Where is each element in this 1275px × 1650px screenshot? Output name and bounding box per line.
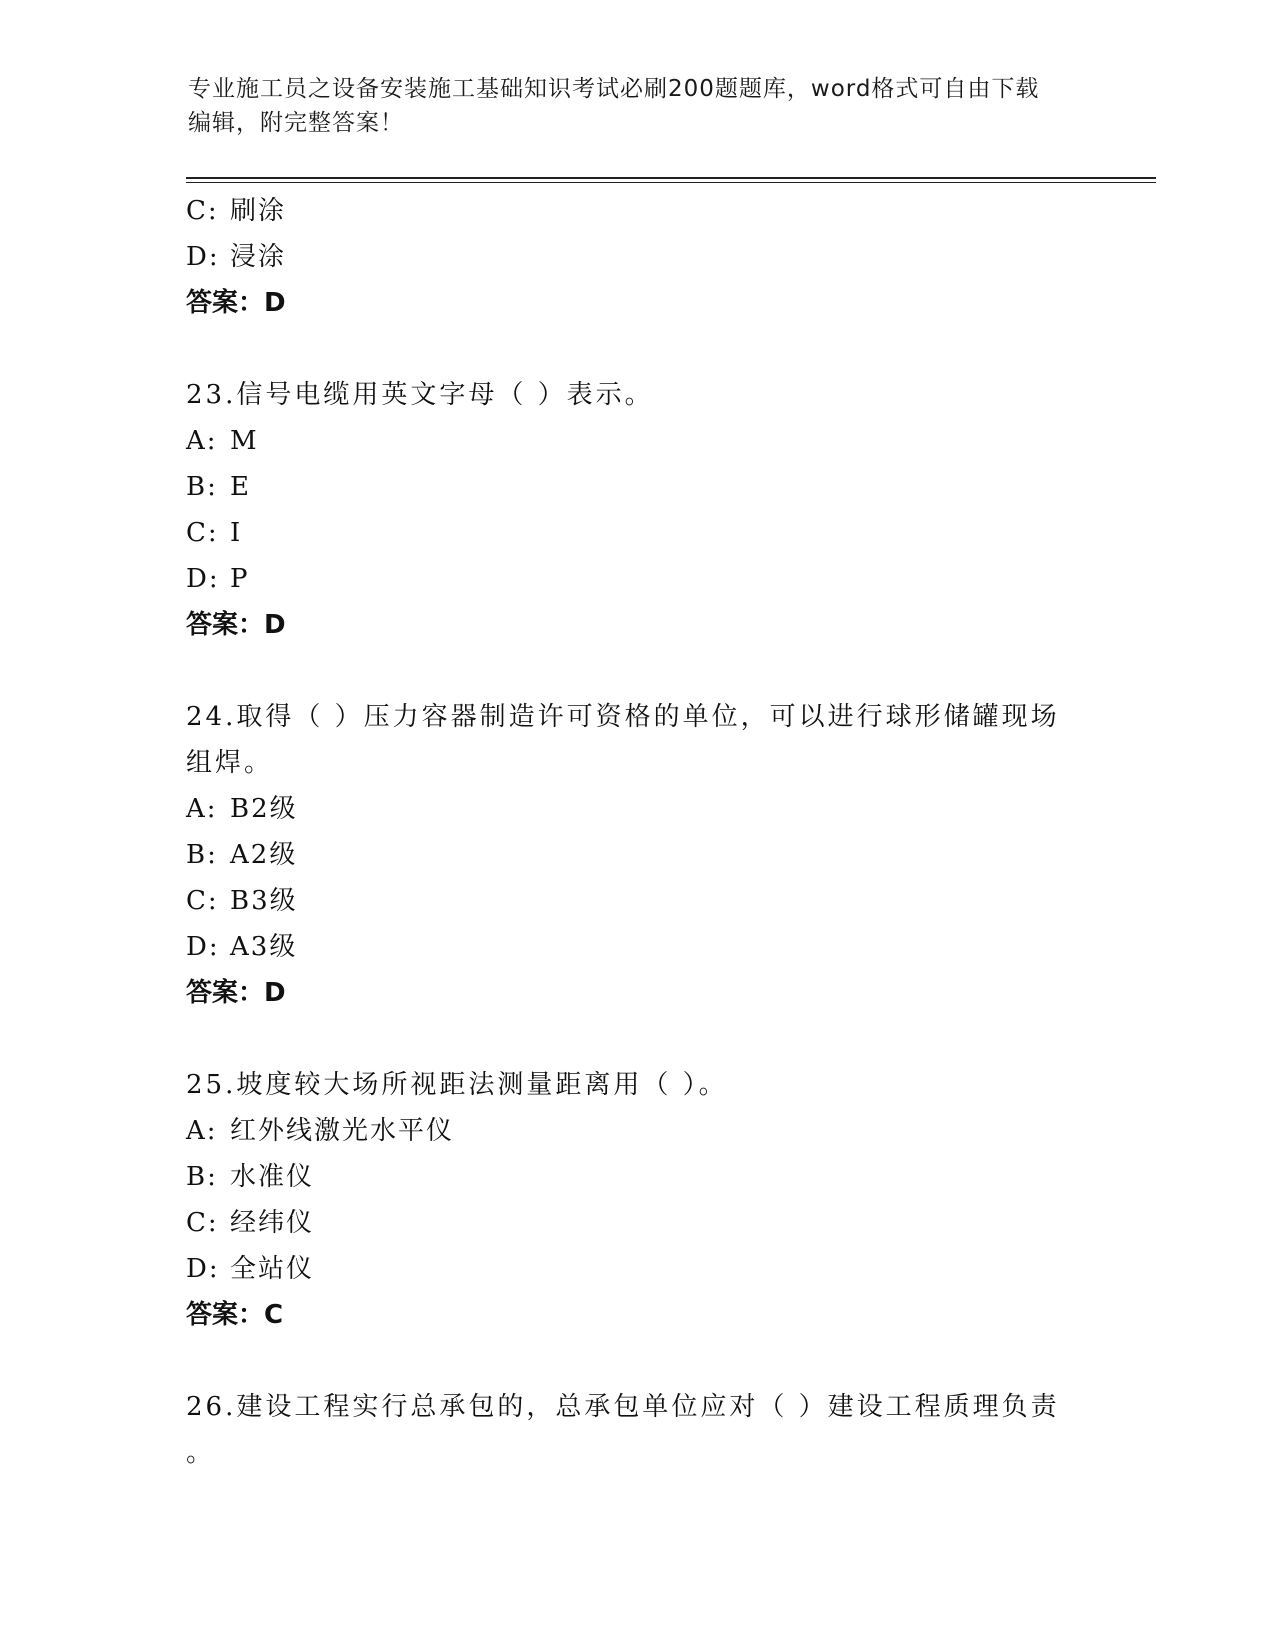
answer-line: 答案：D <box>186 610 286 640</box>
option-letter: A: <box>186 794 218 824</box>
question-stem: 24.取得（ ）压力容器制造许可资格的单位，可以进行球形储罐现场 <box>186 702 1060 732</box>
option-text: 水准仪 <box>230 1162 315 1192</box>
option-letter: B: <box>186 472 218 502</box>
option-letter: C: <box>186 518 219 548</box>
option-b <box>186 1154 1086 1200</box>
option-text: 红外线激光水平仪 <box>230 1116 455 1146</box>
question-stem: 23.信号电缆用英文字母（ ）表示。 <box>186 380 654 410</box>
option-text: I <box>230 518 243 548</box>
question-24 <box>186 694 1086 1016</box>
option-letter: A: <box>186 426 218 456</box>
option-d <box>186 1246 1086 1292</box>
option-text: 浸涂 <box>230 242 287 272</box>
option-a <box>186 1108 1086 1154</box>
question-list <box>186 188 1086 1476</box>
option-c <box>186 878 1086 924</box>
option-c <box>186 1200 1086 1246</box>
spacer <box>186 326 1086 372</box>
document-header <box>188 72 1088 140</box>
option-letter: B: <box>186 840 218 870</box>
option-d <box>186 234 1086 280</box>
option-text: B2级 <box>230 794 298 824</box>
header-divider-thin <box>186 182 1156 183</box>
option-a <box>186 418 1086 464</box>
option-text: 全站仪 <box>230 1254 315 1284</box>
question-stem-continued: 组焊。 <box>186 748 274 778</box>
option-c <box>186 188 1086 234</box>
option-letter: D: <box>186 932 220 962</box>
header-divider-thick <box>186 177 1156 179</box>
option-text: M <box>230 426 259 456</box>
option-letter: C: <box>186 886 219 916</box>
option-text: 刷涂 <box>230 196 287 226</box>
option-letter: D: <box>186 564 220 594</box>
option-a <box>186 786 1086 832</box>
option-text: A3级 <box>230 932 298 962</box>
option-c <box>186 510 1086 556</box>
spacer <box>186 1338 1086 1384</box>
spacer <box>186 1016 1086 1062</box>
option-text: E <box>230 472 251 502</box>
question-22 <box>186 188 1086 326</box>
option-letter: D: <box>186 242 220 272</box>
question-stem: 26.建设工程实行总承包的，总承包单位应对（ ）建设工程质理负责 <box>186 1392 1060 1422</box>
question-26 <box>186 1384 1086 1476</box>
option-letter: C: <box>186 196 219 226</box>
option-b <box>186 832 1086 878</box>
question-25 <box>186 1062 1086 1338</box>
option-text: P <box>230 564 250 594</box>
answer-line: 答案：C <box>186 1300 284 1330</box>
option-d <box>186 924 1086 970</box>
option-letter: A: <box>186 1116 218 1146</box>
answer-line: 答案：D <box>186 288 286 318</box>
answer-line: 答案：D <box>186 978 286 1008</box>
option-letter: B: <box>186 1162 218 1192</box>
header-title-line-1: 专业施工员之设备安装施工基础知识考试必刷200题题库，word格式可自由下载 <box>188 76 1040 102</box>
option-b <box>186 464 1086 510</box>
question-23 <box>186 372 1086 648</box>
option-text: B3级 <box>230 886 298 916</box>
option-d <box>186 556 1086 602</box>
option-text: 经纬仪 <box>230 1208 315 1238</box>
header-title-line-2: 编辑，附完整答案！ <box>188 110 404 136</box>
option-letter: C: <box>186 1208 219 1238</box>
spacer <box>186 648 1086 694</box>
option-text: A2级 <box>230 840 298 870</box>
question-stem-continued: 。 <box>186 1438 216 1468</box>
question-stem: 25.坡度较大场所视距法测量距离用（ ）。 <box>186 1070 728 1100</box>
option-letter: D: <box>186 1254 220 1284</box>
